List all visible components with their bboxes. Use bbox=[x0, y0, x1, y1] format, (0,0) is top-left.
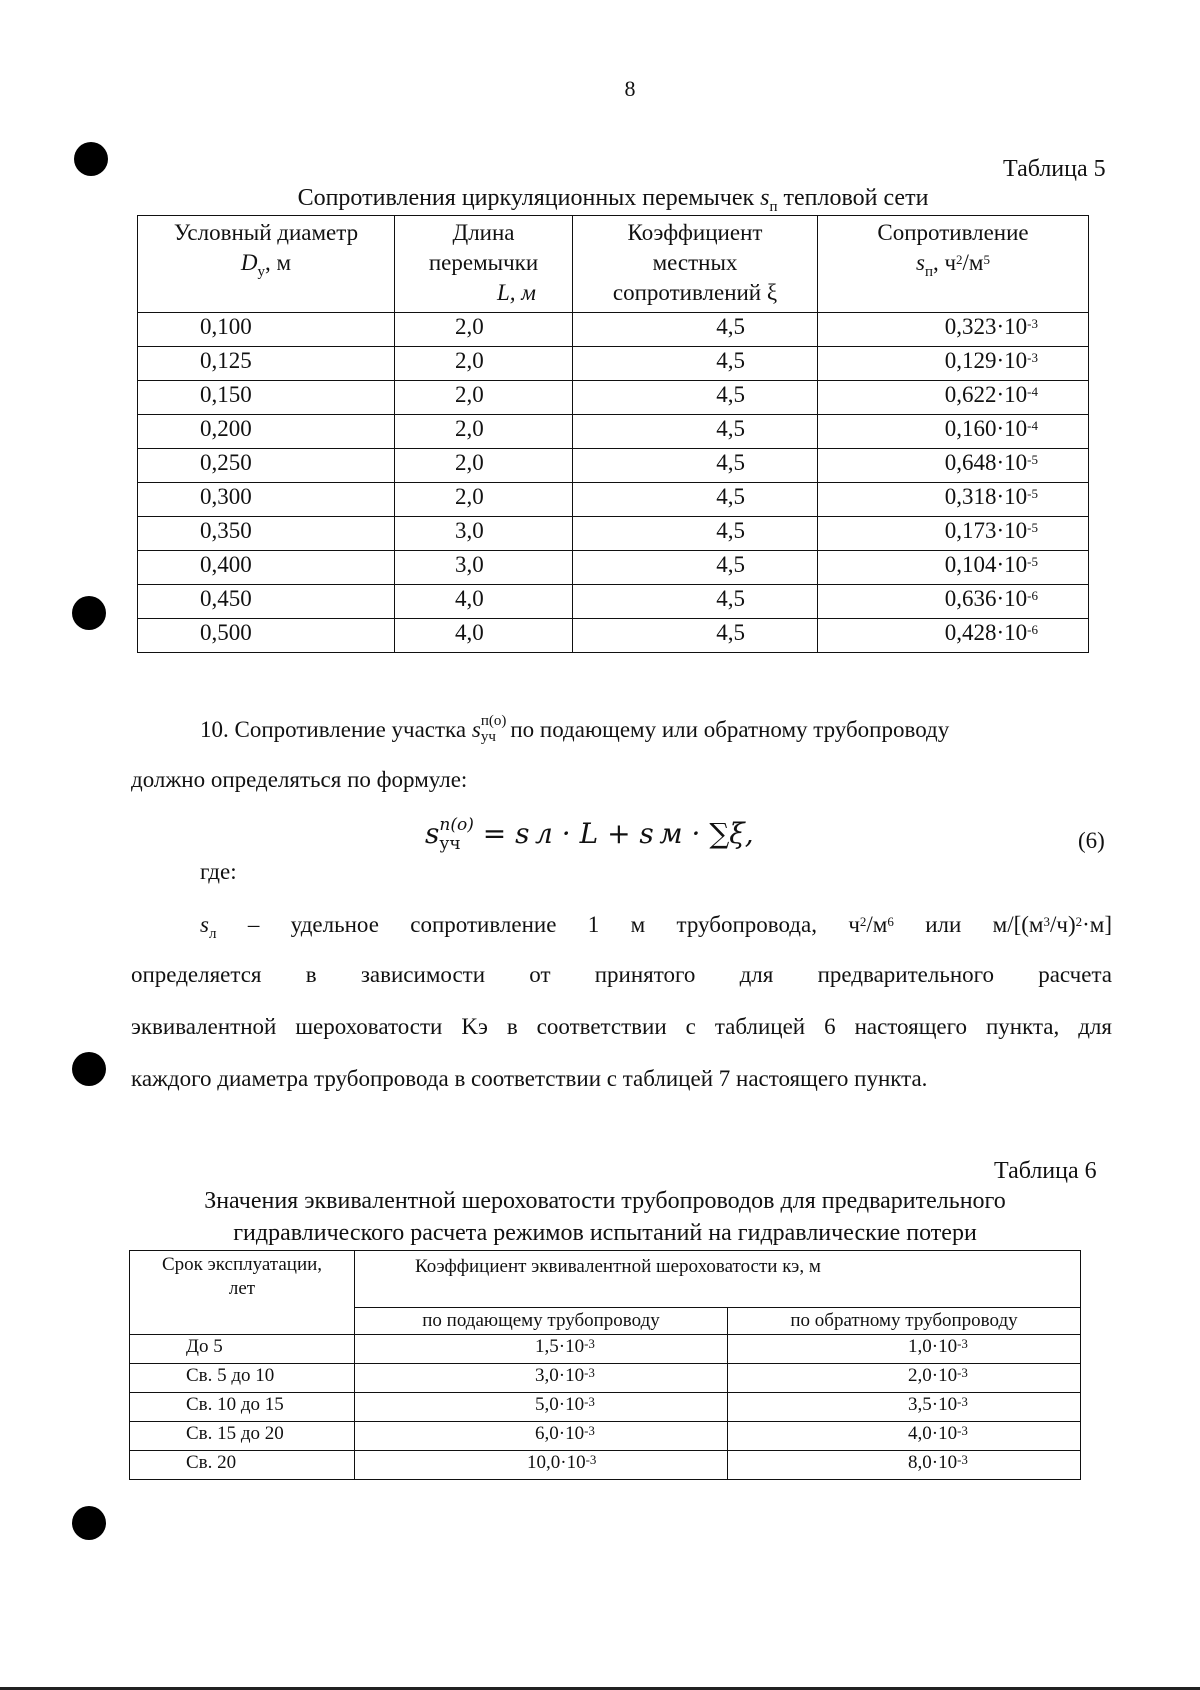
cell-length: 2,0 bbox=[395, 313, 573, 347]
cell-period: Св. 20 bbox=[130, 1451, 355, 1480]
table5-header-diameter: Условный диаметр $D_у$, м bbox=[138, 216, 395, 313]
cell-return: $4,0\cdot 10^{-3}$ bbox=[728, 1422, 1081, 1451]
punch-hole-mark bbox=[72, 1506, 106, 1540]
cell-length: 2,0 bbox=[395, 415, 573, 449]
cell-coefficient: 4,5 bbox=[573, 449, 818, 483]
punch-hole-mark bbox=[72, 596, 106, 630]
cell-coefficient: 4,5 bbox=[573, 313, 818, 347]
table-row bbox=[130, 1335, 1081, 1364]
cell-length: 3,0 bbox=[395, 551, 573, 585]
cell-return: $2,0\cdot 10^{-3}$ bbox=[728, 1364, 1081, 1393]
cell-diameter: 0,125 bbox=[138, 347, 395, 381]
cell-resistance: $0,636\cdot 10^{-6}$ bbox=[818, 585, 1089, 619]
cell-supply: $5,0\cdot 10^{-3}$ bbox=[355, 1393, 728, 1422]
table5-header-row bbox=[138, 216, 1089, 313]
table-row bbox=[130, 1364, 1081, 1393]
table-row bbox=[138, 551, 1089, 585]
cell-diameter: 0,150 bbox=[138, 381, 395, 415]
cell-resistance: $0,173\cdot 10^{-5}$ bbox=[818, 517, 1089, 551]
cell-resistance: $0,160\cdot 10^{-4}$ bbox=[818, 415, 1089, 449]
punch-hole-mark bbox=[72, 1052, 106, 1086]
cell-period: Св. 5 до 10 bbox=[130, 1364, 355, 1393]
cell-period: Св. 10 до 15 bbox=[130, 1393, 355, 1422]
table-row bbox=[130, 1451, 1081, 1480]
cell-length: 2,0 bbox=[395, 381, 573, 415]
definition-line2: определяется в зависимости от принятого для предварительного расчета bbox=[131, 962, 1112, 987]
cell-length: 2,0 bbox=[395, 347, 573, 381]
cell-period: Св. 15 до 20 bbox=[130, 1422, 355, 1451]
page-number: 8 bbox=[624, 76, 636, 101]
cell-diameter: 0,200 bbox=[138, 415, 395, 449]
table-row bbox=[130, 1422, 1081, 1451]
table6-header-row bbox=[130, 1251, 1081, 1308]
table6-header-coefficient: Коэффициент эквивалентной шероховатости кэ, м bbox=[355, 1251, 1081, 1308]
table6 bbox=[129, 1250, 1081, 1480]
formula-6: s n(o) уч = s л · L + s м · ∑ξ, bbox=[425, 815, 754, 854]
table-row bbox=[138, 483, 1089, 517]
table-row bbox=[138, 347, 1089, 381]
cell-period: До 5 bbox=[130, 1335, 355, 1364]
paragraph-10-line2: должно определяться по формуле: bbox=[131, 767, 468, 792]
cell-coefficient: 4,5 bbox=[573, 483, 818, 517]
table6-title-line1: Значения эквивалентной шероховатости трубопроводов для предварительного bbox=[204, 1188, 1006, 1214]
cell-diameter: 0,350 bbox=[138, 517, 395, 551]
table-row bbox=[138, 381, 1089, 415]
cell-diameter: 0,100 bbox=[138, 313, 395, 347]
table-row bbox=[138, 619, 1089, 653]
table5-header-coefficient: Коэффициент местных сопротивлений ξ bbox=[573, 216, 818, 313]
table5-header-length: Длина перемычки L, м bbox=[395, 216, 573, 313]
table5-title: Сопротивления циркуляционных перемычек $s_п$ тепловой сети bbox=[297, 185, 929, 215]
table5-caption: Таблица 5 bbox=[1003, 156, 1106, 182]
cell-coefficient: 4,5 bbox=[573, 517, 818, 551]
cell-resistance: $0,129\cdot 10^{-3}$ bbox=[818, 347, 1089, 381]
table-row bbox=[138, 313, 1089, 347]
cell-resistance: $0,648\cdot 10^{-5}$ bbox=[818, 449, 1089, 483]
where-label: где: bbox=[200, 859, 237, 884]
table6-header-period: Срок эксплуатации, лет bbox=[130, 1251, 355, 1335]
cell-supply: $10,0\cdot 10^{-3}$ bbox=[355, 1451, 728, 1480]
cell-length: 2,0 bbox=[395, 483, 573, 517]
formula-number: (6) bbox=[1078, 828, 1105, 853]
table-row bbox=[130, 1393, 1081, 1422]
table6-header-return: по обратному трубопроводу bbox=[728, 1308, 1081, 1335]
definition-line3: эквивалентной шероховатости Kэ в соответствии с таблицей 6 настоящего пункта, для bbox=[131, 1014, 1112, 1039]
cell-diameter: 0,500 bbox=[138, 619, 395, 653]
cell-resistance: $0,323\cdot 10^{-3}$ bbox=[818, 313, 1089, 347]
table6-header-supply: по подающему трубопроводу bbox=[355, 1308, 728, 1335]
table5 bbox=[137, 215, 1089, 653]
cell-coefficient: 4,5 bbox=[573, 415, 818, 449]
definition-line1: $s_л$ – удельное сопротивление 1 м трубопровода, $ч^2/м^6$ или $м/[(м^3/ч)^2\cdot м]$ bbox=[200, 912, 1112, 942]
cell-coefficient: 4,5 bbox=[573, 619, 818, 653]
table6-caption: Таблица 6 bbox=[994, 1158, 1097, 1184]
cell-diameter: 0,400 bbox=[138, 551, 395, 585]
cell-coefficient: 4,5 bbox=[573, 347, 818, 381]
cell-diameter: 0,450 bbox=[138, 585, 395, 619]
cell-resistance: $0,622\cdot 10^{-4}$ bbox=[818, 381, 1089, 415]
cell-length: 4,0 bbox=[395, 619, 573, 653]
cell-resistance: $0,318\cdot 10^{-5}$ bbox=[818, 483, 1089, 517]
cell-length: 3,0 bbox=[395, 517, 573, 551]
cell-coefficient: 4,5 bbox=[573, 381, 818, 415]
cell-coefficient: 4,5 bbox=[573, 551, 818, 585]
cell-coefficient: 4,5 bbox=[573, 585, 818, 619]
cell-resistance: $0,428\cdot 10^{-6}$ bbox=[818, 619, 1089, 653]
cell-length: 2,0 bbox=[395, 449, 573, 483]
table-row bbox=[138, 449, 1089, 483]
cell-supply: $6,0\cdot 10^{-3}$ bbox=[355, 1422, 728, 1451]
table6-title-line2: гидравлического расчета режимов испытаний на гидравлические потери bbox=[233, 1220, 977, 1246]
cell-diameter: 0,250 bbox=[138, 449, 395, 483]
cell-supply: $1,5\cdot 10^{-3}$ bbox=[355, 1335, 728, 1364]
paragraph-10-line1: 10. Сопротивление участка s п(о) уч по подающему или обратному трубопроводу bbox=[200, 713, 950, 745]
cell-return: $3,5\cdot 10^{-3}$ bbox=[728, 1393, 1081, 1422]
definition-line4: каждого диаметра трубопровода в соответствии с таблицей 7 настоящего пункта. bbox=[131, 1066, 928, 1091]
cell-length: 4,0 bbox=[395, 585, 573, 619]
table-row bbox=[138, 517, 1089, 551]
cell-diameter: 0,300 bbox=[138, 483, 395, 517]
table-row bbox=[138, 415, 1089, 449]
table-row bbox=[138, 585, 1089, 619]
cell-supply: $3,0\cdot 10^{-3}$ bbox=[355, 1364, 728, 1393]
cell-resistance: $0,104\cdot 10^{-5}$ bbox=[818, 551, 1089, 585]
table5-header-resistance: Сопротивление $s_п$, $ч^2/м^5$ bbox=[818, 216, 1089, 313]
cell-return: $1,0\cdot 10^{-3}$ bbox=[728, 1335, 1081, 1364]
cell-return: $8,0\cdot 10^{-3}$ bbox=[728, 1451, 1081, 1480]
punch-hole-mark bbox=[74, 142, 108, 176]
